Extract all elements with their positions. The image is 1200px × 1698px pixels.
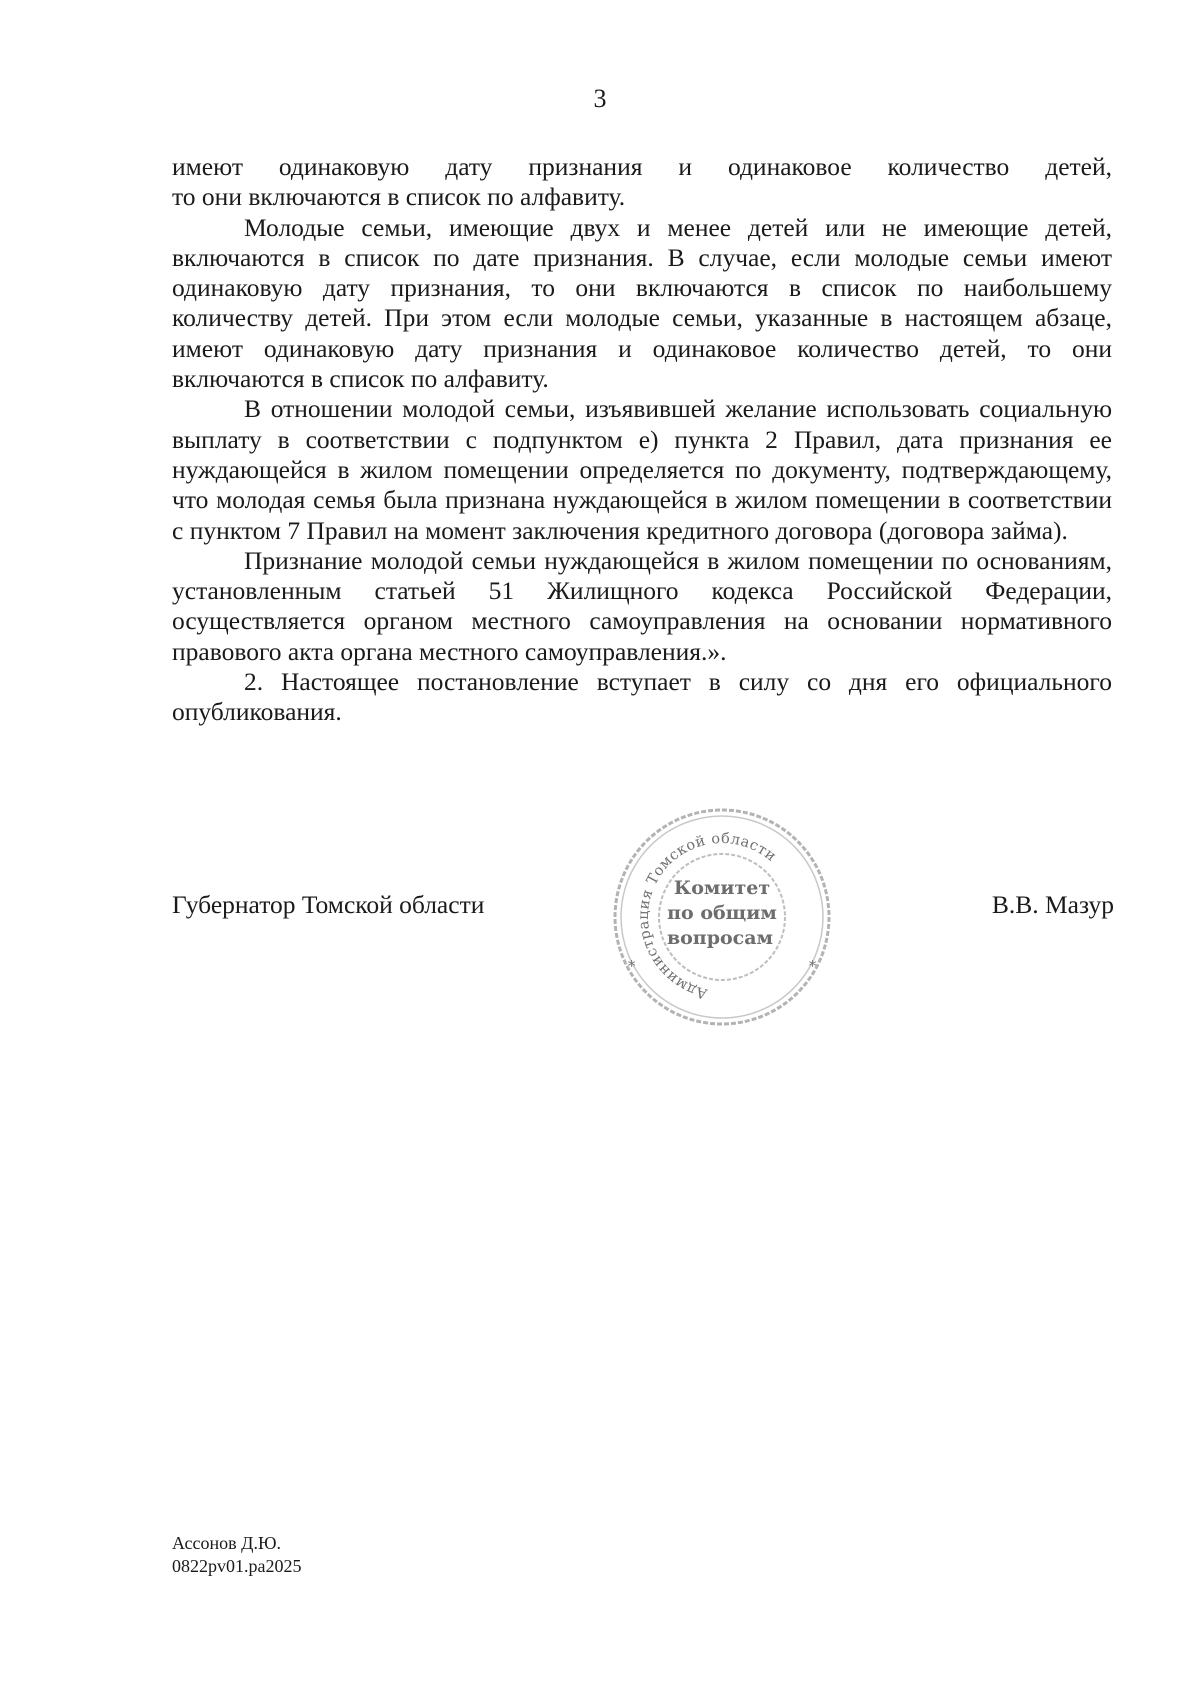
page-number: 3 xyxy=(593,84,607,113)
paragraph-continuation: имеют одинаковую дату признания и одинаковое количество детей, xyxy=(172,152,1112,181)
stamp-ring-text: Администрация Томской области xyxy=(635,830,780,1002)
document-code: 0822pv01.pa2025 xyxy=(172,1556,302,1576)
paragraph-effective-date: 2. Настоящее постановление вступает в силу со дня его официального опубликования. xyxy=(172,667,1112,727)
stamp-star-left: * xyxy=(628,959,636,975)
official-stamp xyxy=(607,803,837,1031)
signatory-name: В.В. Мазур xyxy=(991,890,1114,919)
paragraph-young-families: Молодые семьи, имеющие двух и менее детей или не имеющие детей, включаются в список по дате признания. В случае, если молодые семьи имеют одинаковую дату признания, то они включаются в список по наибольшему количеству детей. При этом если молодые семьи, указанные в настоящем абзаце, имеют одинаковую дату признания и одинаковое количество детей, то они включаются в список по алфавиту. xyxy=(172,212,1112,394)
executor-name: Ассонов Д.Ю. xyxy=(172,1533,281,1553)
document-body xyxy=(172,152,1112,728)
stamp-line-2: по общим xyxy=(667,902,777,924)
paragraph-continuation-end: то они включаются в список по алфавиту. xyxy=(172,182,626,212)
signatory-position: Губернатор Томской области xyxy=(172,890,485,919)
stamp-line-1: Комитет xyxy=(673,877,771,899)
paragraph-social-payment: В отношении молодой семьи, изъявившей желание использовать социальную выплату в соответствии с подпунктом е) пункта 2 Правил, дата признания ее нуждающейся в жилом помещении определяется по документу, подтверждающему, что молодая семья была признана нуждающейся в жилом помещении в соответствии с пунктом 7 Правил на момент заключения кредитного договора (договора займа). xyxy=(172,394,1112,545)
footer-block xyxy=(172,1532,302,1578)
stamp-star-right: * xyxy=(809,959,817,975)
paragraph-recognition: Признание молодой семьи нуждающейся в жилом помещении по основаниям, установленным статьей 51 Жилищного кодекса Российской Федерации, осуществляется органом местного самоуправления на основании нормативного правового акта органа местного самоуправления.». xyxy=(172,545,1112,666)
stamp-line-3: вопросам xyxy=(666,927,774,949)
